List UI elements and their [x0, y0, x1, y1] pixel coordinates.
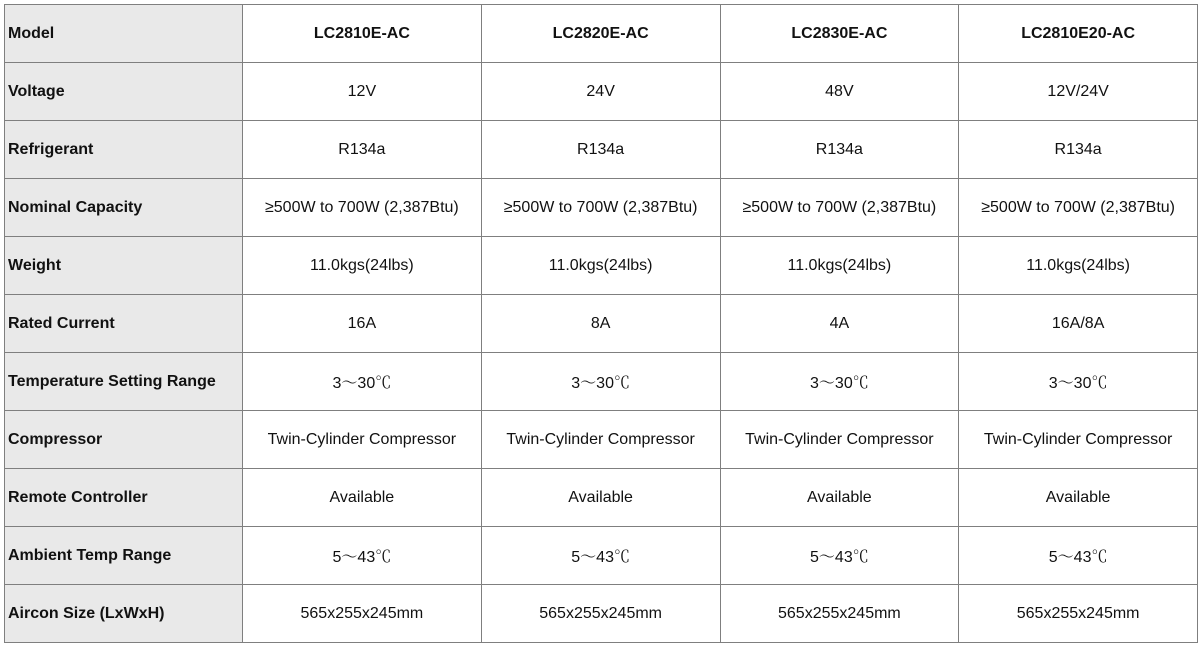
value-cell: 11.0kgs(24lbs) — [481, 237, 720, 295]
value-cell: 16A — [243, 295, 482, 353]
value-cell: 12V — [243, 63, 482, 121]
value-cell: Twin-Cylinder Compressor — [959, 411, 1198, 469]
spec-table — [4, 4, 1198, 643]
table-row — [5, 469, 1198, 527]
model-header-cell: LC2820E-AC — [481, 5, 720, 63]
value-cell: 12V/24V — [959, 63, 1198, 121]
value-cell: Available — [481, 469, 720, 527]
model-header-cell: LC2830E-AC — [720, 5, 959, 63]
value-cell: 5～43℃ — [481, 527, 720, 585]
value-cell: 5～43℃ — [959, 527, 1198, 585]
value-cell: R134a — [959, 121, 1198, 179]
value-cell: 5～43℃ — [243, 527, 482, 585]
value-cell: 565x255x245mm — [959, 585, 1198, 643]
value-cell: 565x255x245mm — [243, 585, 482, 643]
value-cell: 16A/8A — [959, 295, 1198, 353]
header-label-cell: Model — [5, 5, 243, 63]
value-cell: 565x255x245mm — [720, 585, 959, 643]
value-cell: ≥500W to 700W (2,387Btu) — [481, 179, 720, 237]
row-label-cell: Temperature Setting Range — [5, 353, 243, 411]
value-cell: ≥500W to 700W (2,387Btu) — [243, 179, 482, 237]
table-row — [5, 411, 1198, 469]
value-cell: 24V — [481, 63, 720, 121]
value-cell: 11.0kgs(24lbs) — [243, 237, 482, 295]
value-cell: Twin-Cylinder Compressor — [243, 411, 482, 469]
value-cell: 8A — [481, 295, 720, 353]
value-cell: R134a — [720, 121, 959, 179]
value-cell: Available — [720, 469, 959, 527]
table-row — [5, 179, 1198, 237]
row-label-cell: Voltage — [5, 63, 243, 121]
value-cell: 11.0kgs(24lbs) — [959, 237, 1198, 295]
table-row — [5, 353, 1198, 411]
value-cell: 11.0kgs(24lbs) — [720, 237, 959, 295]
value-cell: Available — [243, 469, 482, 527]
value-cell: 3～30℃ — [959, 353, 1198, 411]
table-row — [5, 527, 1198, 585]
value-cell: Twin-Cylinder Compressor — [481, 411, 720, 469]
value-cell: ≥500W to 700W (2,387Btu) — [959, 179, 1198, 237]
value-cell: 3～30℃ — [243, 353, 482, 411]
row-label-cell: Refrigerant — [5, 121, 243, 179]
model-header-cell: LC2810E-AC — [243, 5, 482, 63]
value-cell: Available — [959, 469, 1198, 527]
table-row — [5, 237, 1198, 295]
row-label-cell: Nominal Capacity — [5, 179, 243, 237]
row-label-cell: Aircon Size (LxWxH) — [5, 585, 243, 643]
value-cell: 565x255x245mm — [481, 585, 720, 643]
row-label-cell: Rated Current — [5, 295, 243, 353]
table-row — [5, 63, 1198, 121]
table-row — [5, 295, 1198, 353]
value-cell: 4A — [720, 295, 959, 353]
value-cell: 3～30℃ — [720, 353, 959, 411]
value-cell: Twin-Cylinder Compressor — [720, 411, 959, 469]
value-cell: 3～30℃ — [481, 353, 720, 411]
model-header-cell: LC2810E20-AC — [959, 5, 1198, 63]
value-cell: 5～43℃ — [720, 527, 959, 585]
row-label-cell: Remote Controller — [5, 469, 243, 527]
table-row — [5, 121, 1198, 179]
value-cell: 48V — [720, 63, 959, 121]
row-label-cell: Ambient Temp Range — [5, 527, 243, 585]
row-label-cell: Weight — [5, 237, 243, 295]
value-cell: ≥500W to 700W (2,387Btu) — [720, 179, 959, 237]
value-cell: R134a — [243, 121, 482, 179]
table-row — [5, 585, 1198, 643]
table-header-row — [5, 5, 1198, 63]
value-cell: R134a — [481, 121, 720, 179]
row-label-cell: Compressor — [5, 411, 243, 469]
